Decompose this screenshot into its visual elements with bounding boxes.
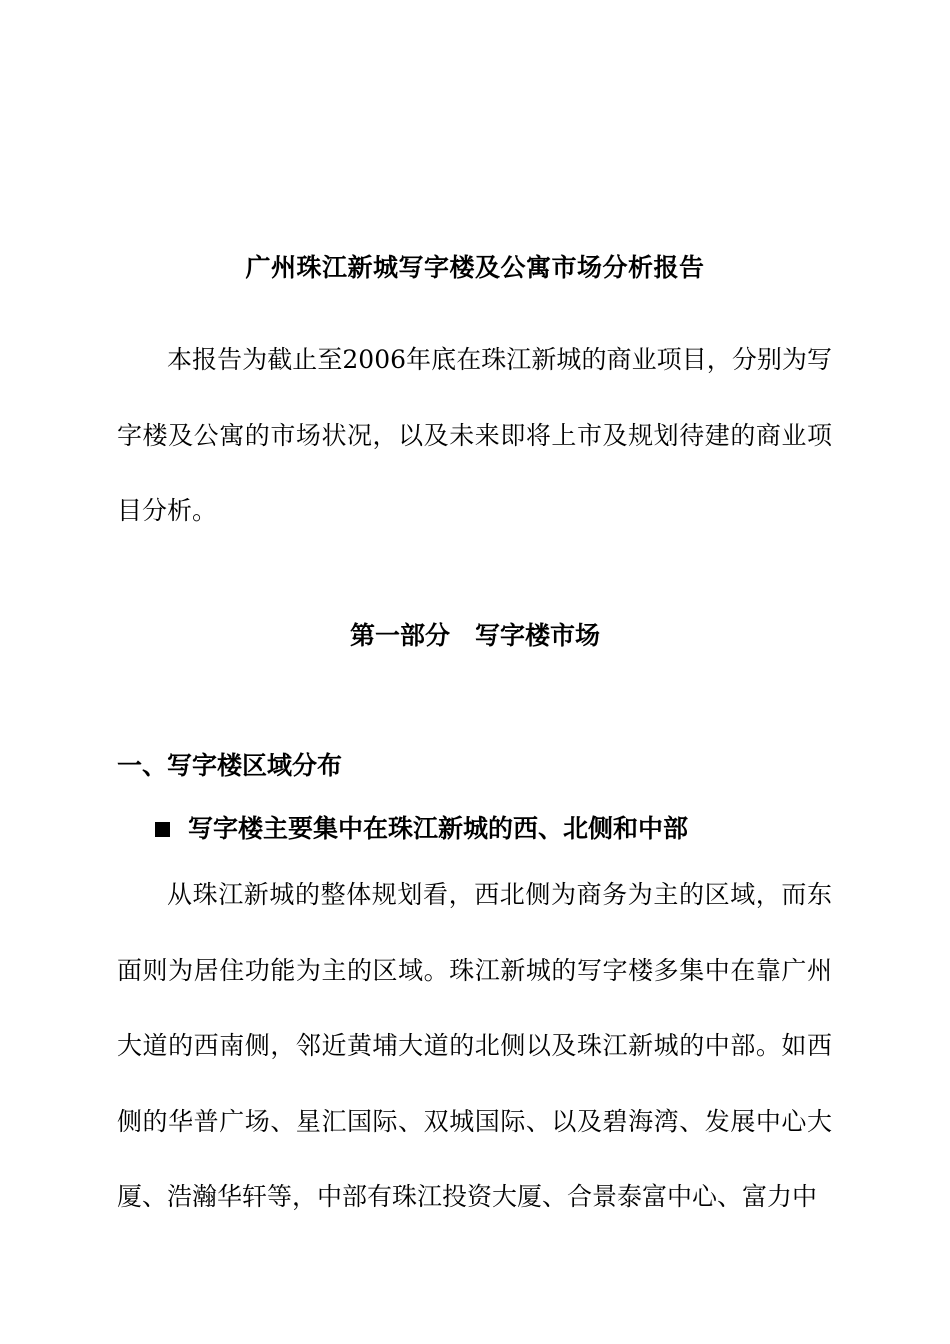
bullet-heading — [155, 811, 688, 847]
section-heading: 一、写字楼区域分布 — [117, 751, 343, 780]
report-title: 广州珠江新城写字楼及公寓市场分析报告 — [245, 253, 705, 282]
intro-paragraph: 本报告为截止至2006年底在珠江新城的商业项目，分别为写字楼及公寓的市场状况，以及未来即将上市及规划待建的商业项目分析。 — [117, 345, 832, 525]
part-title: 第一部分 写字楼市场 — [349, 621, 600, 650]
square-bullet-icon — [155, 822, 170, 837]
body-paragraph: 从珠江新城的整体规划看，西北侧为商务为主的区域，而东面则为居住功能为主的区域。珠江新城的写字楼多集中在靠广州大道的西南侧，邻近黄埔大道的北侧以及珠江新城的中部。如西侧的华普广场、星汇国际、双城国际、以及碧海湾、发展中心大厦、浩瀚华轩等，中部有珠江投资大厦、合景泰富中心、富力中 — [117, 880, 832, 1211]
bullet-heading-text: 写字楼主要集中在珠江新城的西、北侧和中部 — [188, 814, 689, 843]
